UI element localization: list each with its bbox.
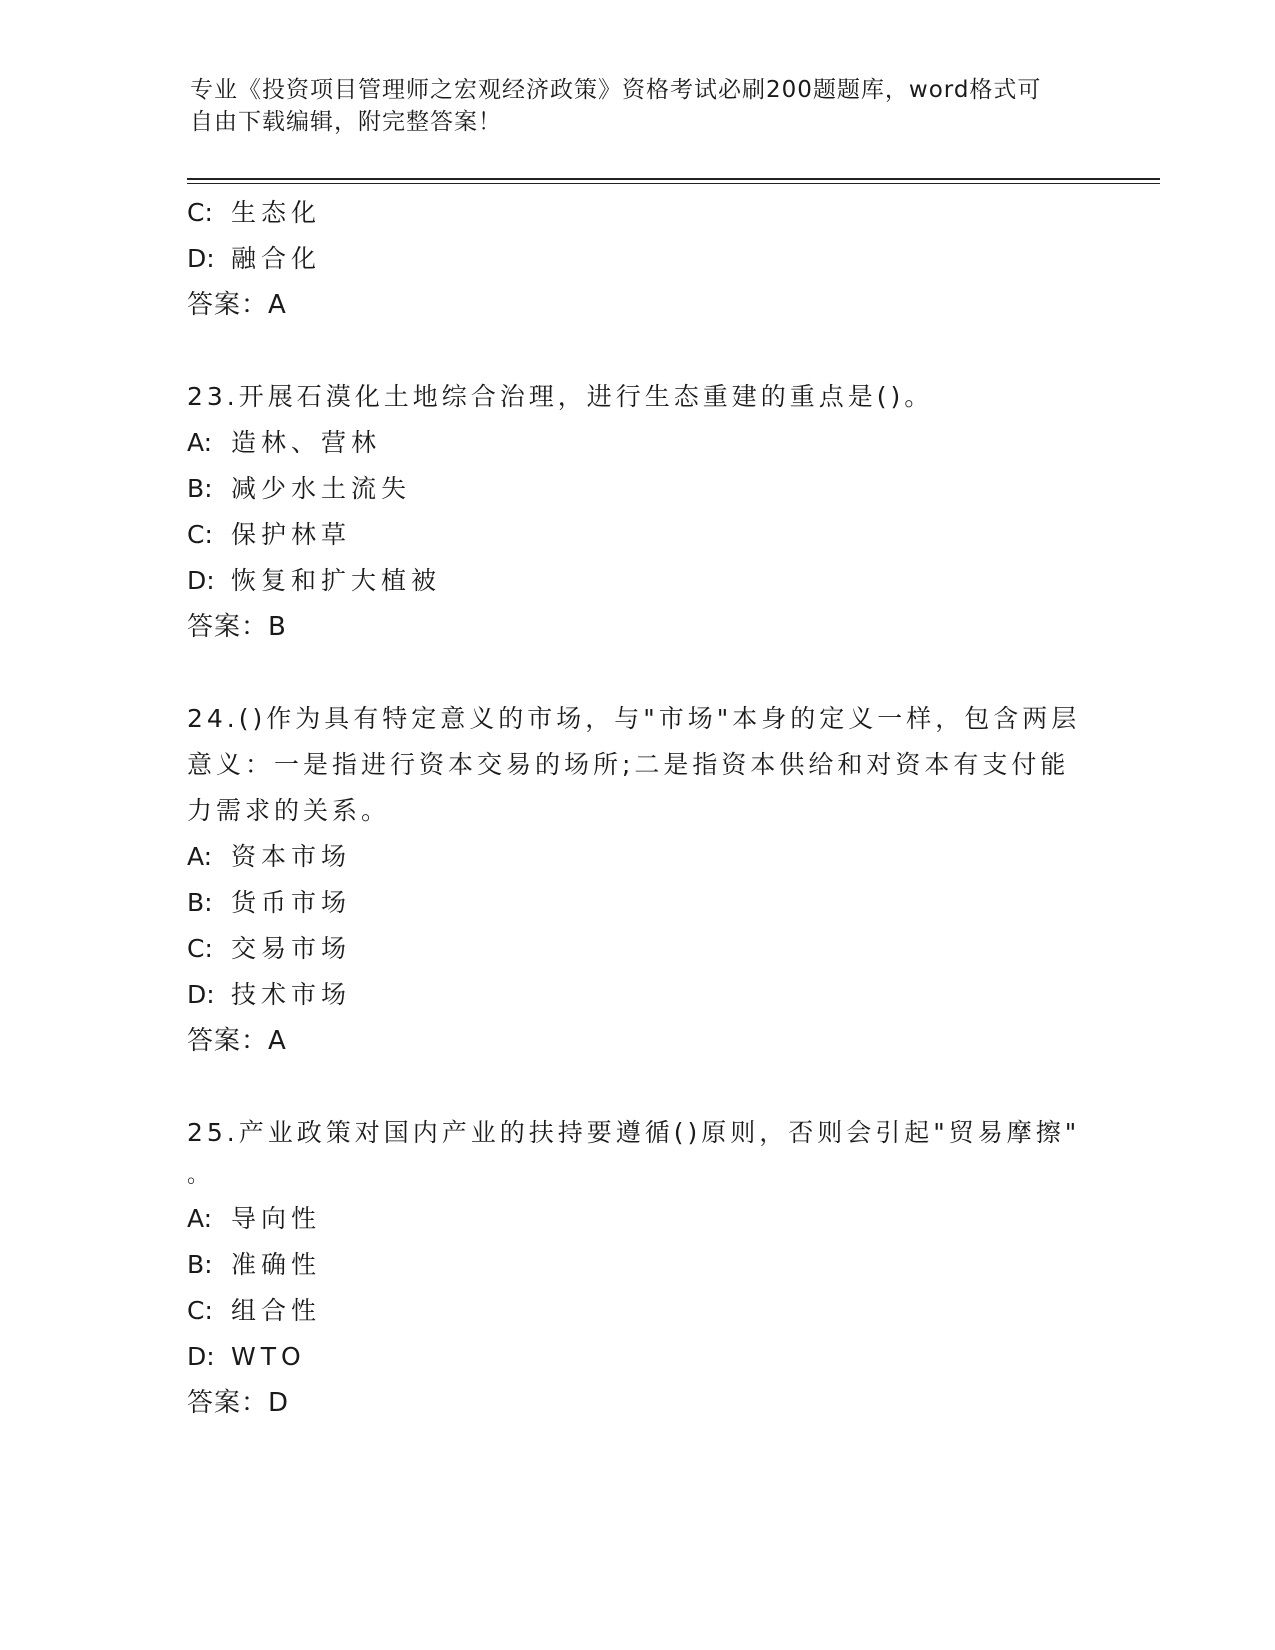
option-letter: B: bbox=[187, 888, 213, 917]
answer-line: 答案：A bbox=[187, 1026, 287, 1056]
option-a bbox=[187, 834, 1087, 880]
option-letter: D: bbox=[187, 1342, 215, 1371]
option-letter: C: bbox=[187, 934, 213, 963]
option-text: 货币市场 bbox=[231, 888, 352, 917]
option-letter: A: bbox=[187, 428, 213, 457]
option-d bbox=[187, 972, 1087, 1018]
option-letter: B: bbox=[187, 474, 213, 503]
header-rule-thick bbox=[187, 178, 1160, 180]
question-text: 25.产业政策对国内产业的扶持要遵循()原则，否则会引起"贸易摩擦" bbox=[187, 1118, 1081, 1147]
option-letter: D: bbox=[187, 244, 215, 273]
option-text: 组合性 bbox=[231, 1296, 322, 1325]
header-line-2: 自由下载编辑，附完整答案！ bbox=[190, 109, 502, 135]
option-b bbox=[187, 880, 1087, 926]
option-d bbox=[187, 236, 1087, 282]
option-text: 造林、营林 bbox=[231, 428, 382, 457]
option-text: 资本市场 bbox=[231, 842, 352, 871]
option-letter: A: bbox=[187, 1204, 213, 1233]
document-header bbox=[190, 74, 1090, 138]
question-25 bbox=[187, 1110, 1087, 1426]
option-letter: D: bbox=[187, 566, 215, 595]
question-text: 23.开展石漠化土地综合治理，进行生态重建的重点是()。 bbox=[187, 382, 934, 411]
option-d bbox=[187, 558, 1087, 604]
option-letter: B: bbox=[187, 1250, 213, 1279]
option-letter: C: bbox=[187, 198, 213, 227]
option-c bbox=[187, 926, 1087, 972]
option-letter: A: bbox=[187, 842, 213, 871]
option-letter: C: bbox=[187, 520, 213, 549]
option-a bbox=[187, 420, 1087, 466]
option-c bbox=[187, 512, 1087, 558]
question-text-continued: 。 bbox=[187, 1163, 210, 1188]
question-list bbox=[187, 190, 1087, 1426]
option-text: 导向性 bbox=[231, 1204, 322, 1233]
answer-line: 答案：B bbox=[187, 612, 287, 642]
option-a bbox=[187, 1196, 1087, 1242]
question-24 bbox=[187, 696, 1087, 1064]
option-b bbox=[187, 466, 1087, 512]
option-text: 交易市场 bbox=[231, 934, 352, 963]
answer-line: 答案：A bbox=[187, 290, 287, 320]
option-letter: C: bbox=[187, 1296, 213, 1325]
header-line-1: 专业《投资项目管理师之宏观经济政策》资格考试必刷200题题库，word格式可 bbox=[190, 77, 1042, 103]
option-text: WTO bbox=[231, 1342, 306, 1371]
option-text: 生态化 bbox=[231, 198, 322, 227]
answer-line: 答案：D bbox=[187, 1388, 290, 1418]
option-text: 减少水土流失 bbox=[231, 474, 412, 503]
option-text: 恢复和扩大植被 bbox=[231, 566, 442, 595]
option-c bbox=[187, 190, 1087, 236]
option-c bbox=[187, 1288, 1087, 1334]
option-text: 准确性 bbox=[231, 1250, 322, 1279]
header-rule-thin bbox=[187, 183, 1160, 184]
question-23 bbox=[187, 374, 1087, 650]
option-text: 技术市场 bbox=[231, 980, 352, 1009]
option-b bbox=[187, 1242, 1087, 1288]
option-text: 保护林草 bbox=[231, 520, 352, 549]
option-letter: D: bbox=[187, 980, 215, 1009]
option-d bbox=[187, 1334, 1087, 1380]
question-text: 24.()作为具有特定意义的市场，与"市场"本身的定义一样，包含两层意义：一是指进行资本交易的场所;二是指资本供给和对资本有支付能力需求的关系。 bbox=[187, 704, 1081, 825]
previous-question-tail bbox=[187, 190, 1087, 328]
option-text: 融合化 bbox=[231, 244, 322, 273]
